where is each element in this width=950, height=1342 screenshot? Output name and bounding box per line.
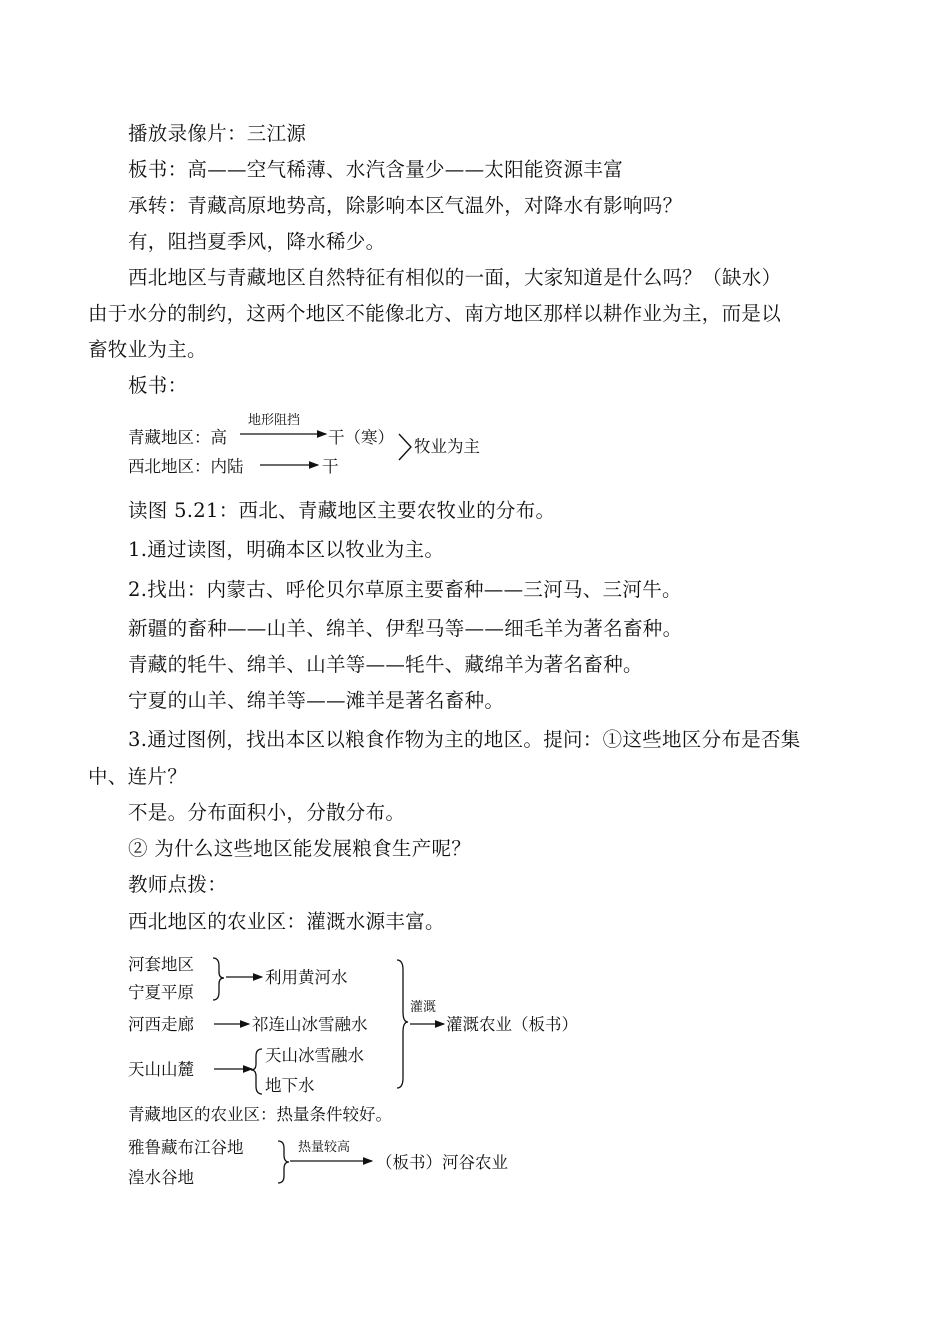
paragraph: 西北地区与青藏地区自然特征有相似的一面，大家知道是什么吗？（缺水） <box>128 266 782 289</box>
diagram2-hetao: 河套地区 <box>128 955 194 974</box>
diagram1-row2: 西北地区：内陆 <box>128 457 244 476</box>
paragraph: 不是。分布面积小，分散分布。 <box>128 801 406 824</box>
diagram2-guangai-label: 灌溉 <box>410 1000 437 1015</box>
brace-large <box>397 960 408 1088</box>
diagram2-valley-result: （板书）河谷农业 <box>376 1153 508 1172</box>
diagram2-tianshan: 天山山麓 <box>128 1060 194 1079</box>
paragraph: 2.找出：内蒙古、呼伦贝尔草原主要畜种——三河马、三河牛。 <box>128 578 682 601</box>
paragraph: ② 为什么这些地区能发展粮食生产呢？ <box>128 837 472 860</box>
diagram1-conclusion: 牧业为主 <box>414 437 480 456</box>
paragraph: 宁夏的山羊、绵羊等——滩羊是著名畜种。 <box>128 689 505 712</box>
diagram2-yarlung: 雅鲁藏布江谷地 <box>128 1138 244 1157</box>
paragraph: 板书：高——空气稀薄、水汽含量少——太阳能资源丰富 <box>128 158 623 181</box>
paragraph: 读图 5.21：西北、青藏地区主要农牧业的分布。 <box>128 499 556 522</box>
diagram2-qilian: 祁连山冰雪融水 <box>252 1015 368 1034</box>
diagram2-heat-label: 热量较高 <box>298 1140 351 1155</box>
brace-hetao-ningxia <box>213 958 224 1000</box>
paragraph: 畜牧业为主。 <box>88 338 207 361</box>
diagram2-tianshan-water: 天山冰雪融水 <box>265 1046 364 1065</box>
brace-valley <box>278 1141 289 1183</box>
diagram2-huanghe: 利用黄河水 <box>265 968 348 987</box>
paragraph: 教师点拨： <box>128 873 228 896</box>
paragraph: 1.通过读图，明确本区以牧业为主。 <box>128 538 445 561</box>
paragraph: 中、连片？ <box>88 765 188 788</box>
chevron <box>399 434 411 460</box>
paragraph: 西北地区的农业区：灌溉水源丰富。 <box>128 910 445 933</box>
diagram2-hexi: 河西走廊 <box>128 1015 194 1034</box>
paragraph: 板书： <box>128 374 188 397</box>
paragraph: 新疆的畜种——山羊、绵羊、伊犁马等——细毛羊为著名畜种。 <box>128 617 683 640</box>
paragraph: 有，阻挡夏季风，降水稀少。 <box>128 230 386 253</box>
diagram2-huangshui: 湟水谷地 <box>128 1168 194 1187</box>
paragraph: 青藏的牦牛、绵羊、山羊等——牦牛、藏绵羊为著名畜种。 <box>128 653 643 676</box>
diagram2-groundwater: 地下水 <box>265 1076 315 1095</box>
diagram2-ningxia: 宁夏平原 <box>128 983 194 1002</box>
diagram1-row1-result: 干（寒） <box>328 428 394 447</box>
diagram2-qingzang-line: 青藏地区的农业区：热量条件较好。 <box>128 1105 392 1124</box>
paragraph: 由于水分的制约，这两个地区不能像北方、南方地区那样以耕作业为主，而是以 <box>88 302 782 325</box>
brace-tianshan <box>251 1049 262 1094</box>
diagram1-arrow-label: 地形阻挡 <box>248 413 301 428</box>
diagram1-row2-result: 干 <box>322 457 339 476</box>
diagram1-row1: 青藏地区：高 <box>128 428 227 447</box>
paragraph: 3.通过图例，找出本区以粮食作物为主的地区。提问：①这些地区分布是否集 <box>128 728 801 751</box>
diagram2-result: 灌溉农业（板书） <box>446 1015 578 1034</box>
paragraph: 播放录像片：三江源 <box>128 122 307 145</box>
paragraph: 承转：青藏高原地势高，除影响本区气温外，对降水有影响吗？ <box>128 194 683 217</box>
